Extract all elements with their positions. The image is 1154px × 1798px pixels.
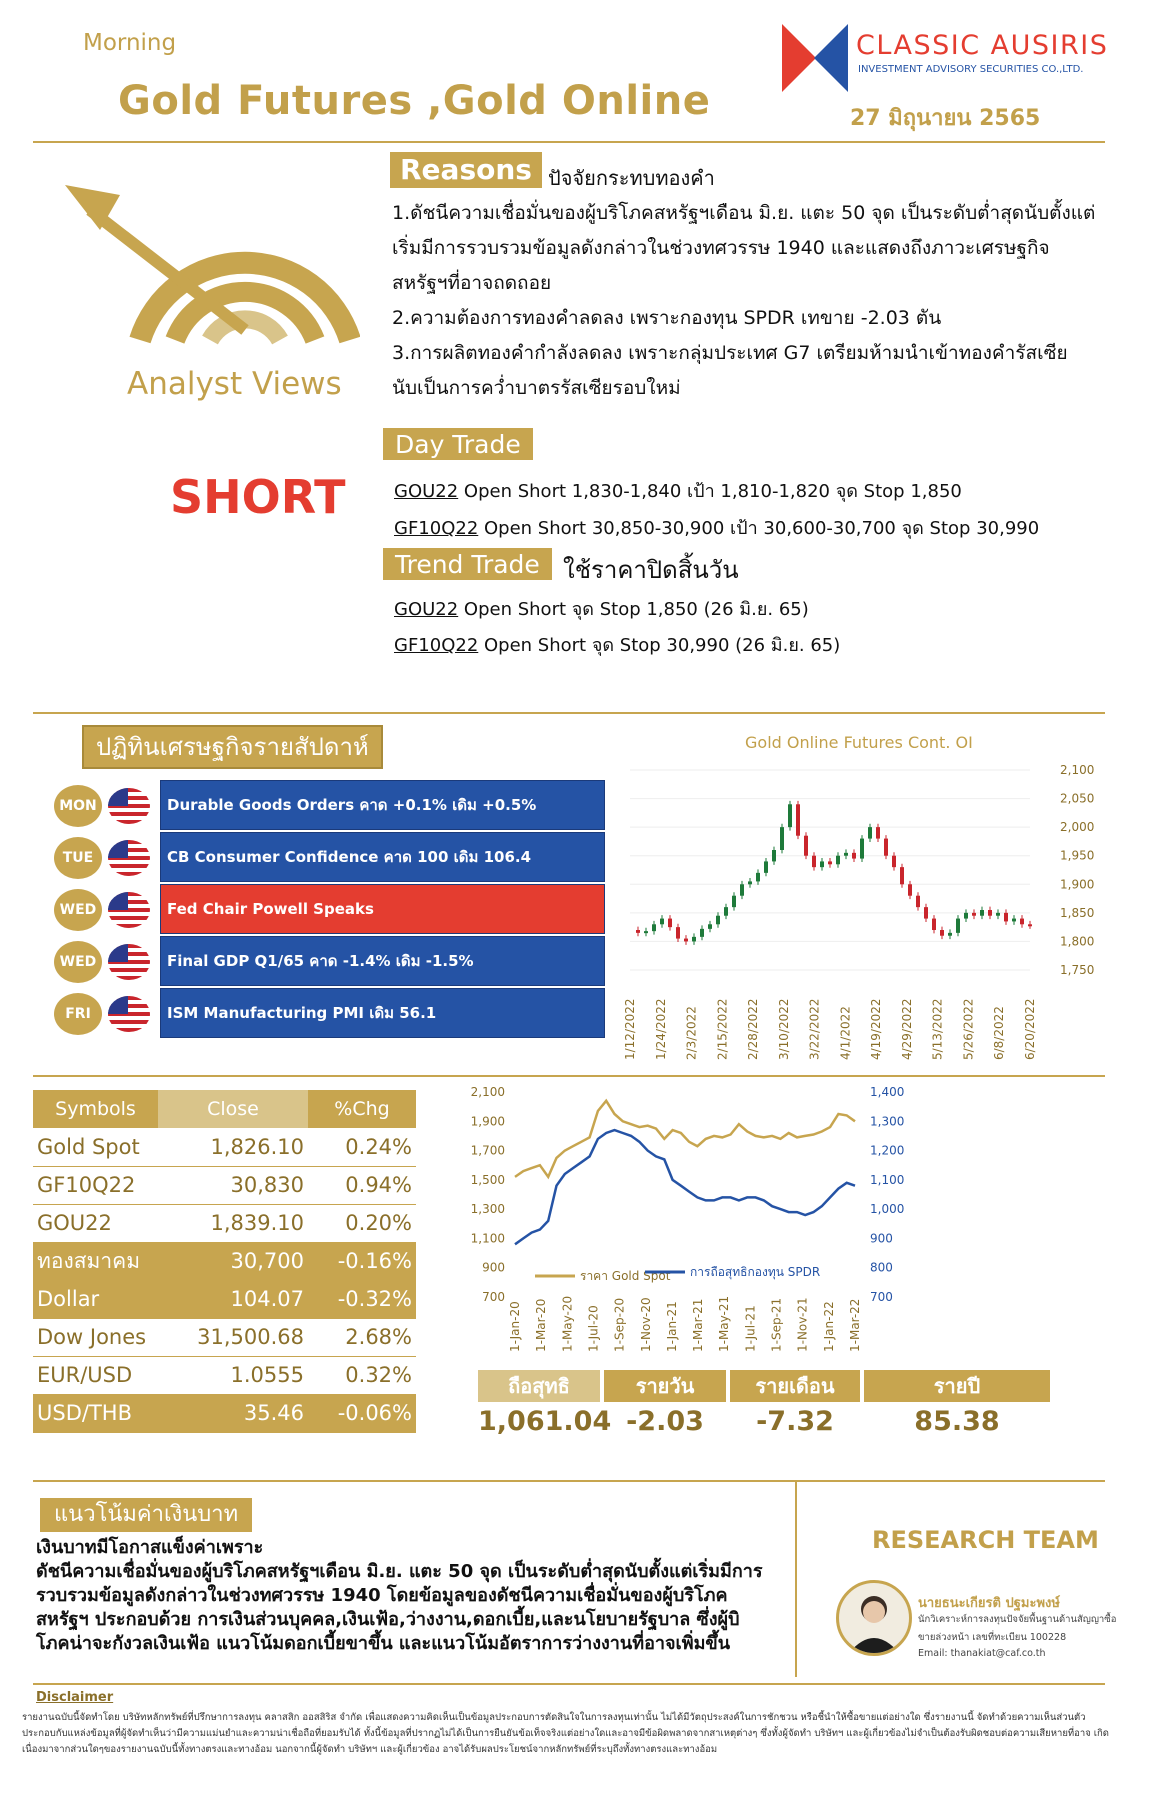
quote-close: 30,700 — [158, 1242, 308, 1280]
oi-x-tick: 3/10/2022 — [776, 998, 791, 1060]
legend-label-spdr: การถือสุทธิกองทุน SPDR — [690, 1265, 821, 1279]
trend-trade-tag: Trend Trade — [383, 548, 552, 580]
calendar-event: ISM Manufacturing PMI เดิม 56.1 — [160, 988, 605, 1038]
spdr-header-daily: รายวัน — [604, 1370, 726, 1402]
quote-row — [33, 1242, 416, 1280]
trend-trade-line — [394, 630, 840, 659]
quote-symbol: Dow Jones — [33, 1318, 158, 1356]
baht-line: โภคน่าจะกังวลเงินเฟ้อ แนวโน้มดอกเบี้ยขาขึ้น และแนวโน้มอัตราการว่างงานที่อาจเพิ่มขึ้น — [36, 1633, 731, 1654]
oi-candle — [892, 856, 896, 867]
calendar-row — [48, 780, 608, 832]
brand-logo — [780, 22, 850, 94]
calendar-row — [48, 884, 608, 936]
us-flag-icon — [108, 944, 150, 980]
reasons-tag: Reasons — [390, 152, 542, 188]
oi-x-tick: 5/13/2022 — [930, 998, 945, 1060]
analyst-role-2: ขายล่วงหน้า เลขที่ทะเบียน 100228 — [918, 1632, 1067, 1643]
quote-chg: 0.24% — [308, 1128, 416, 1166]
spdr-chart-y-right-tick: 1,200 — [870, 1143, 905, 1158]
analyst-views-label: Analyst Views — [127, 366, 342, 402]
quote-close: 1,839.10 — [158, 1204, 308, 1242]
spdr-chart-x-tick: 1-Sep-21 — [769, 1297, 784, 1352]
oi-candle — [844, 853, 848, 856]
oi-x-tick: 1/12/2022 — [623, 998, 637, 1060]
spdr-chart-y-left-tick: 1,900 — [470, 1114, 505, 1129]
trend-trade-line — [394, 594, 809, 623]
analyst-avatar — [836, 1580, 912, 1656]
spdr-chart-y-right-tick: 900 — [870, 1231, 893, 1246]
quote-symbol: EUR/USD — [33, 1356, 158, 1394]
us-flag-icon — [108, 840, 150, 876]
oi-candle — [948, 933, 952, 936]
calendar-event: Final GDP Q1/65 คาด -1.4% เดิม -1.5% — [160, 936, 605, 986]
research-title: RESEARCH TEAM — [872, 1526, 1099, 1554]
spdr-chart-y-left-tick: 1,300 — [470, 1202, 505, 1217]
disclaimer-line: เนื่องมาจากส่วนใดๆของรายงานฉบับนี้ทั้งทางตรงและทางอ้อม นอกจากนี้ผู้จัดทำ บริษัทฯ และผู้เกี่ยวข้อง อาจได้รับผลประโยชน์จากหลักทรัพย์ที่ระบุถึงทั้งทางตรงและทางอ้อม — [22, 1744, 718, 1755]
spdr-header-yearly: รายปี — [864, 1370, 1050, 1402]
quote-row — [33, 1394, 416, 1432]
oi-x-tick: 4/1/2022 — [838, 1006, 853, 1060]
reason-line: เริ่มมีการรวบรวมข้อมูลดังกล่าวในช่วงทศวรรษ 1940 และแสดงถึงภาวะเศรษฐกิจ — [392, 237, 1050, 259]
quote-row — [33, 1318, 416, 1356]
oi-candle — [956, 919, 960, 933]
day-trade-line — [394, 513, 1039, 542]
oi-chart — [620, 760, 1100, 1065]
spdr-chart-series-line — [515, 1130, 855, 1244]
oi-candle — [860, 839, 864, 859]
gold-spdr-chart — [460, 1082, 1060, 1357]
oi-candle — [772, 850, 776, 861]
oi-y-tick: 2,050 — [1060, 791, 1095, 806]
quote-symbol: Gold Spot — [33, 1128, 158, 1166]
spdr-chart-y-left-tick: 900 — [482, 1260, 505, 1275]
day-trade-line — [394, 476, 962, 505]
spdr-chart-x-tick: 1-Nov-20 — [638, 1297, 653, 1352]
quote-header-symbols: Symbols — [33, 1090, 158, 1128]
spdr-header-monthly: รายเดือน — [730, 1370, 860, 1402]
brand-sub: INVESTMENT ADVISORY SECURITIES CO.,LTD. — [858, 64, 1084, 75]
legend-label-gold: ราคา Gold Spot — [580, 1269, 671, 1283]
oi-candle — [908, 884, 912, 895]
quote-row — [33, 1166, 416, 1204]
research-divider — [795, 1482, 797, 1677]
quote-close: 35.46 — [158, 1394, 308, 1432]
oi-chart-title: Gold Online Futures Cont. OI — [745, 733, 973, 752]
us-flag-icon — [108, 996, 150, 1032]
oi-candle — [940, 930, 944, 936]
oi-candle — [900, 867, 904, 884]
quote-symbol: GOU22 — [33, 1204, 158, 1242]
quote-header-chg: %Chg — [308, 1090, 416, 1128]
oi-candle — [652, 924, 656, 931]
spdr-chart-x-tick: 1-May-20 — [560, 1295, 575, 1352]
oi-candle — [868, 827, 872, 838]
brand-name: CLASSIC AUSIRIS — [856, 30, 1109, 61]
oi-y-tick: 1,950 — [1060, 848, 1095, 863]
quote-symbol: ทองสมาคม — [33, 1242, 158, 1280]
oi-candle — [804, 836, 808, 856]
spdr-chart-series-line — [515, 1101, 855, 1177]
trend-trade-code: GOU22 — [394, 599, 459, 620]
spdr-chart-y-left-tick: 700 — [482, 1290, 505, 1304]
reason-line: 1.ดัชนีความเชื่อมั่นของผู้บริโภคสหรัฐฯเดือน มิ.ย. แตะ 50 จุด เป็นระดับต่ำสุดนับตั้งแต่ — [392, 202, 1096, 224]
oi-candle — [676, 927, 680, 938]
spdr-chart-x-tick: 1-Jul-21 — [743, 1305, 758, 1352]
oi-x-tick: 4/29/2022 — [899, 998, 914, 1060]
quote-row — [33, 1280, 416, 1318]
oi-candle — [1020, 919, 1024, 925]
baht-line: ดัชนีความเชื่อมั่นของผู้บริโภคสหรัฐฯเดือน มิ.ย. แตะ 50 จุด เป็นระดับต่ำสุดนับตั้งแต่เริ่มมีการ — [36, 1561, 763, 1582]
spdr-chart-y-left-tick: 1,700 — [470, 1143, 505, 1158]
trend-trade-text: Open Short จุด Stop 30,990 (26 มิ.ย. 65) — [478, 635, 841, 656]
calendar-day-badge: FRI — [54, 993, 102, 1035]
spdr-chart-x-tick: 1-Jan-20 — [508, 1301, 522, 1352]
spdr-chart-y-right-tick: 1,000 — [870, 1202, 905, 1217]
oi-candle — [780, 827, 784, 850]
spdr-chart-y-left-tick: 2,100 — [470, 1085, 505, 1099]
oi-x-tick: 2/15/2022 — [715, 998, 730, 1060]
oi-x-tick: 3/22/2022 — [807, 998, 822, 1060]
oi-candle — [852, 853, 856, 859]
oi-candle — [828, 861, 832, 864]
quote-chg: -0.16% — [308, 1242, 416, 1280]
spdr-chart-x-tick: 1-Jan-21 — [664, 1301, 679, 1352]
calendar-day-badge: WED — [54, 889, 102, 931]
oi-y-tick: 1,750 — [1060, 963, 1095, 977]
oi-x-tick: 5/26/2022 — [961, 998, 976, 1060]
oi-candle — [988, 910, 992, 916]
oi-candle — [876, 827, 880, 838]
quote-close: 30,830 — [158, 1166, 308, 1204]
calendar-day-badge: TUE — [54, 837, 102, 879]
oi-candle — [700, 929, 704, 937]
baht-line: สหรัฐฯ ประกอบด้วย การเงินส่วนบุคคล,เงินเฟ้อ,ว่างงาน,ดอกเบี้ย,และนโยบายรัฐบาล ซึ่งผู้บิ — [36, 1609, 740, 1630]
quote-chg: 2.68% — [308, 1318, 416, 1356]
oi-candle — [836, 856, 840, 865]
analyst-email: Email: thanakiat@caf.co.th — [918, 1648, 1046, 1659]
oi-candle — [668, 919, 672, 928]
section-divider — [33, 1480, 1105, 1482]
reason-line: นับเป็นการคว่ำบาตรรัสเซียรอบใหม่ — [392, 377, 681, 399]
us-flag-icon — [108, 788, 150, 824]
oi-x-tick: 2/3/2022 — [684, 1006, 699, 1060]
spdr-chart-x-tick: 1-Jul-20 — [586, 1305, 601, 1352]
spdr-value-daily: -2.03 — [626, 1406, 704, 1437]
quote-chg: -0.32% — [308, 1280, 416, 1318]
section-divider — [33, 1683, 1105, 1685]
calendar-event: Fed Chair Powell Speaks — [160, 884, 605, 934]
spdr-chart-y-right-tick: 1,300 — [870, 1114, 905, 1129]
oi-y-tick: 1,900 — [1060, 877, 1095, 892]
quote-close: 31,500.68 — [158, 1318, 308, 1356]
oi-candle — [932, 919, 936, 930]
oi-candle — [924, 907, 928, 918]
spdr-chart-y-right-tick: 1,400 — [870, 1085, 905, 1099]
calendar-day-badge: WED — [54, 941, 102, 983]
quote-chg: 0.20% — [308, 1204, 416, 1242]
calendar-row — [48, 832, 608, 884]
spdr-chart-x-tick: 1-Jan-22 — [821, 1301, 836, 1352]
oi-x-tick: 6/8/2022 — [992, 1006, 1007, 1060]
spdr-chart-y-right-tick: 700 — [870, 1290, 893, 1304]
spdr-value-yearly: 85.38 — [914, 1406, 1000, 1437]
reasons-body — [392, 196, 1142, 406]
day-trade-text: Open Short 1,830-1,840 เป้า 1,810-1,820 จุด Stop 1,850 — [458, 481, 962, 502]
calendar-day-badge: MON — [54, 785, 102, 827]
disclaimer-title: Disclaimer — [36, 1690, 114, 1705]
spdr-chart-x-tick: 1-Mar-21 — [691, 1298, 706, 1352]
analyst-view-signal: SHORT — [170, 470, 346, 524]
spdr-chart-x-tick: 1-Nov-21 — [795, 1297, 810, 1352]
oi-x-tick: 6/20/2022 — [1023, 998, 1037, 1060]
oi-x-tick: 1/24/2022 — [653, 998, 668, 1060]
oi-candle — [812, 856, 816, 867]
quote-symbol: Dollar — [33, 1280, 158, 1318]
oi-x-tick: 4/19/2022 — [869, 998, 884, 1060]
oi-candle — [764, 861, 768, 872]
quote-table — [33, 1090, 416, 1433]
calendar-tag: ปฏิทินเศรษฐกิจรายสัปดาห์ — [82, 725, 383, 769]
trend-trade-heading: ใช้ราคาปิดสิ้นวัน — [563, 556, 739, 584]
baht-body — [36, 1536, 763, 1656]
report-title: Gold Futures ,Gold Online — [118, 78, 711, 124]
baht-line: เงินบาทมีโอกาสแข็งค่าเพราะ — [36, 1537, 264, 1558]
quote-close: 104.07 — [158, 1280, 308, 1318]
spdr-chart-y-right-tick: 800 — [870, 1260, 893, 1275]
quote-header-close: Close — [158, 1090, 308, 1128]
quote-chg: 0.94% — [308, 1166, 416, 1204]
calendar-event: CB Consumer Confidence คาด 100 เดิม 106.4 — [160, 832, 605, 882]
spdr-value-net: 1,061.04 — [478, 1406, 612, 1437]
spdr-value-monthly: -7.32 — [756, 1406, 834, 1437]
oi-candle — [756, 873, 760, 882]
spdr-header-net: ถือสุทธิ — [478, 1370, 600, 1402]
oi-candle — [644, 931, 648, 933]
day-trade-text: Open Short 30,850-30,900 เป้า 30,600-30,700 จุด Stop 30,990 — [478, 518, 1040, 539]
oi-candle — [660, 919, 664, 925]
oi-y-tick: 1,800 — [1060, 934, 1095, 949]
spdr-chart-x-tick: 1-Sep-20 — [612, 1297, 627, 1352]
report-date: 27 มิถุนายน 2565 — [850, 106, 1041, 131]
oi-candle — [716, 916, 720, 925]
oi-candle — [980, 910, 984, 916]
oi-y-tick: 2,100 — [1060, 763, 1095, 777]
quote-row — [33, 1204, 416, 1242]
reason-line: สหรัฐฯที่อาจถดถอย — [392, 272, 552, 294]
section-divider — [33, 712, 1105, 714]
oi-candle — [1004, 913, 1008, 922]
header-divider — [33, 141, 1105, 143]
oi-x-tick: 2/28/2022 — [746, 998, 761, 1060]
trend-trade-code: GF10Q22 — [394, 635, 479, 656]
day-trade-code: GOU22 — [394, 481, 459, 502]
oi-y-tick: 1,850 — [1060, 905, 1095, 920]
oi-candle — [916, 896, 920, 907]
analyst-views-logo — [60, 180, 360, 390]
calendar-event: Durable Goods Orders คาด +0.1% เดิม +0.5% — [160, 780, 605, 830]
spdr-chart-y-left-tick: 1,100 — [470, 1231, 505, 1246]
quote-symbol: USD/THB — [33, 1394, 158, 1432]
oi-candle — [1028, 924, 1032, 926]
reasons-heading: ปัจจัยกระทบทองคำ — [548, 166, 715, 190]
oi-candle — [996, 913, 1000, 916]
oi-candle — [972, 913, 976, 916]
quote-close: 1.0555 — [158, 1356, 308, 1394]
calendar-row — [48, 936, 608, 988]
reason-line: 2.ความต้องการทองคำลดลง เพราะกองทุน SPDR เทขาย -2.03 ตัน — [392, 307, 942, 329]
baht-tag: แนวโน้มค่าเงินบาท — [40, 1498, 252, 1532]
disclaimer-body — [22, 1710, 1132, 1758]
day-trade-tag: Day Trade — [383, 428, 533, 460]
quote-symbol: GF10Q22 — [33, 1166, 158, 1204]
oi-candle — [636, 930, 640, 933]
oi-candle — [1012, 919, 1016, 922]
day-trade-code: GF10Q22 — [394, 518, 479, 539]
quote-chg: 0.32% — [308, 1356, 416, 1394]
spdr-chart-x-tick: 1-Mar-20 — [534, 1298, 549, 1352]
quote-row — [33, 1128, 416, 1166]
spdr-chart-y-left-tick: 1,500 — [470, 1172, 505, 1187]
oi-candle — [724, 907, 728, 916]
analyst-role: นักวิเคราะห์การลงทุนปัจจัยพื้นฐานด้านสัญญาซื้อ — [918, 1614, 1117, 1625]
quote-row — [33, 1356, 416, 1394]
analyst-name: นายธนะเกียรติ ปฐมะพงษ์ — [918, 1596, 1060, 1611]
oi-candle — [740, 884, 744, 895]
oi-candle — [708, 924, 712, 929]
spdr-chart-x-tick: 1-Mar-22 — [848, 1298, 862, 1352]
oi-candle — [796, 804, 800, 835]
trend-trade-text: Open Short จุด Stop 1,850 (26 มิ.ย. 65) — [458, 599, 809, 620]
oi-candle — [788, 804, 792, 827]
oi-y-tick: 2,000 — [1060, 820, 1095, 835]
disclaimer-line: ประกอบกับแหล่งข้อมูลที่ผู้จัดทำเห็นว่ามีความแม่นยำและความน่าเชื่อถือที่ยอมรับได้ ทั้งนี้ข้อมูลที่ปรากฏไม่ได้เป็นการยืนยันข้อเท็จจริงแต่อย่างใดและอาจมีข้อผิดพลาดจากสาเหตุต่างๆ ซึ่งทั้งผู้จัดทำ บริษัทฯ และผู้เกี่ยวข้องไม่จำเป็นต้องรับผิดชอบต่อความเสียหายที่อาจ เกิด — [22, 1728, 1109, 1739]
report-kicker: Morning — [83, 30, 177, 56]
us-flag-icon — [108, 892, 150, 928]
quote-chg: -0.06% — [308, 1394, 416, 1432]
disclaimer-line: รายงานฉบับนี้จัดทำโดย บริษัทหลักทรัพย์ที่ปรึกษาการลงทุน คลาสสิก ออสสิริส จำกัด เพื่อแสดงความคิดเห็นเป็นข้อมูลประกอบการตัดสินใจในการลงทุนเท่านั้น ไม่ได้มีวัตถุประสงค์ในการชักชวน หรือชี้นำให้ซื้อขายแต่อย่างใด ซึ่งรายงานนี้ จัดทำด้วยความเห็นส่วนตัว — [22, 1712, 1086, 1723]
section-divider — [33, 1075, 1105, 1077]
quote-close: 1,826.10 — [158, 1128, 308, 1166]
oi-candle — [684, 939, 688, 942]
spdr-chart-y-right-tick: 1,100 — [870, 1172, 905, 1187]
oi-candle — [964, 913, 968, 919]
spdr-chart-x-tick: 1-May-21 — [717, 1295, 732, 1352]
oi-candle — [692, 937, 696, 942]
oi-candle — [732, 896, 736, 907]
calendar-row — [48, 988, 608, 1040]
oi-candle — [820, 861, 824, 867]
reason-line: 3.การผลิตทองคำกำลังลดลง เพราะกลุ่มประเทศ G7 เตรียมห้ามนำเข้าทองคำรัสเซีย — [392, 342, 1068, 364]
oi-candle — [884, 839, 888, 856]
oi-candle — [748, 881, 752, 884]
baht-line: รวบรวมข้อมูลดังกล่าวในช่วงทศวรรษ 1940 โดยข้อมูลของดัชนีความเชื่อมั่นของผู้บริโภค — [36, 1585, 728, 1606]
